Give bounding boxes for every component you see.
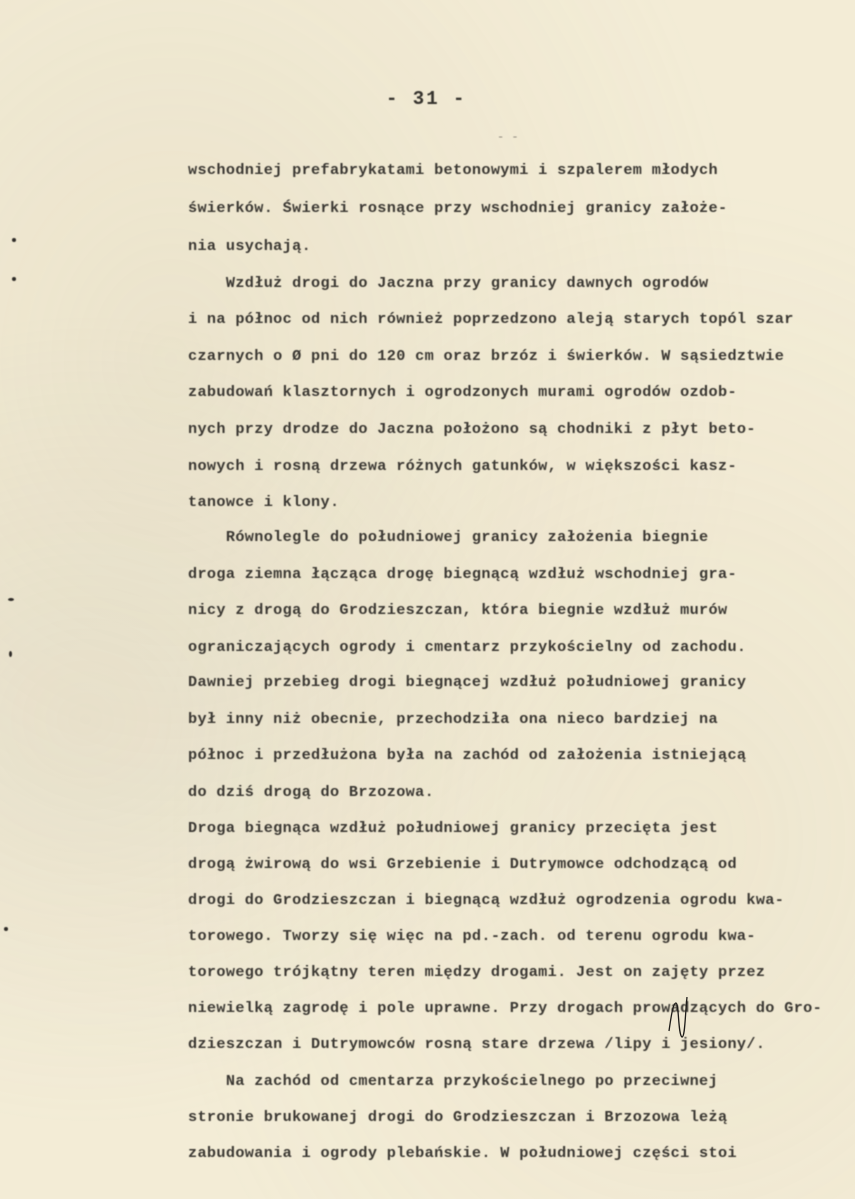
text-line: nowych i rosną drzewa różnych gatunków, w większości kasz-	[188, 457, 737, 475]
text-line: był inny niż obecnie, przechodziła ona nieco bardziej na	[188, 710, 718, 728]
text-line: Na zachód od cmentarza przykościelnego po przeciwnej	[188, 1072, 718, 1090]
text-line: niewielką zagrodę i pole uprawne. Przy drogach prowadzących do Gro-	[188, 999, 823, 1017]
handwritten-correction-mark	[663, 997, 693, 1041]
text-line: do dziś drogą do Brzozowa.	[188, 783, 435, 801]
page-number: - 31 -	[386, 88, 467, 110]
margin-ink-mark	[8, 598, 14, 601]
text-line: zabudowania i ogrody plebańskie. W południowej części stoi	[188, 1144, 737, 1162]
text-line: tanowce i klony.	[188, 493, 340, 511]
text-line: torowego trójkątny teren między drogami. Jest on zajęty przez	[188, 963, 766, 981]
text-line: świerków. Świerki rosnące przy wschodniej granicy założe-	[188, 199, 728, 217]
text-line: Równolegle do południowej granicy założenia biegnie	[188, 528, 709, 546]
text-line: ograniczających ogrody i cmentarz przykościelny od zachodu.	[188, 638, 747, 656]
text-line: dzieszczan i Dutrymowców rosną stare drzewa /lipy i jesiony/.	[188, 1035, 766, 1053]
text-line: zabudowań klasztornych i ogrodzonych murami ogrodów ozdob-	[188, 383, 737, 401]
text-line: drogi do Grodzieszczan i biegnącą wzdłuż ogrodzenia ogrodu kwa-	[188, 891, 785, 909]
text-line: nicy z drogą do Grodzieszczan, która biegnie wzdłuż murów	[188, 601, 728, 619]
text-line: Wzdłuż drogi do Jaczna przy granicy dawnych ogrodów	[188, 274, 709, 292]
text-line: nia usychają.	[188, 237, 312, 255]
text-line: wschodniej prefabrykatami betonowymi i szpalerem młodych	[188, 161, 718, 179]
underline-mark: - -	[497, 130, 519, 144]
text-line: czarnych o Ø pni do 120 cm oraz brzóz i świerków. W sąsiedztwie	[188, 347, 785, 365]
margin-dot-mark	[4, 927, 8, 931]
text-line: nych przy drodze do Jaczna położono są chodniki z płyt beto-	[188, 420, 756, 438]
text-line: Droga biegnąca wzdłuż południowej granicy przecięta jest	[188, 819, 718, 837]
text-line: północ i przedłużona była na zachód od założenia istniejącą	[188, 746, 747, 764]
text-line: drogą żwirową do wsi Grzebienie i Dutrymowce odchodzącą od	[188, 855, 737, 873]
text-line: stronie brukowanej drogi do Grodzieszczan i Brzozowa leżą	[188, 1108, 728, 1126]
margin-ink-mark	[9, 651, 12, 657]
text-line: torowego. Tworzy się więc na pd.-zach. od terenu ogrodu kwa-	[188, 927, 756, 945]
text-line: droga ziemna łącząca drogę biegnącą wzdłuż wschodniej gra-	[188, 565, 737, 583]
margin-dot-mark	[12, 277, 16, 281]
text-line: i na północ od nich również poprzedzono aleją starych topól szar	[188, 310, 794, 328]
margin-dot-mark	[12, 238, 16, 242]
text-line: Dawniej przebieg drogi biegnącej wzdłuż południowej granicy	[188, 673, 747, 691]
